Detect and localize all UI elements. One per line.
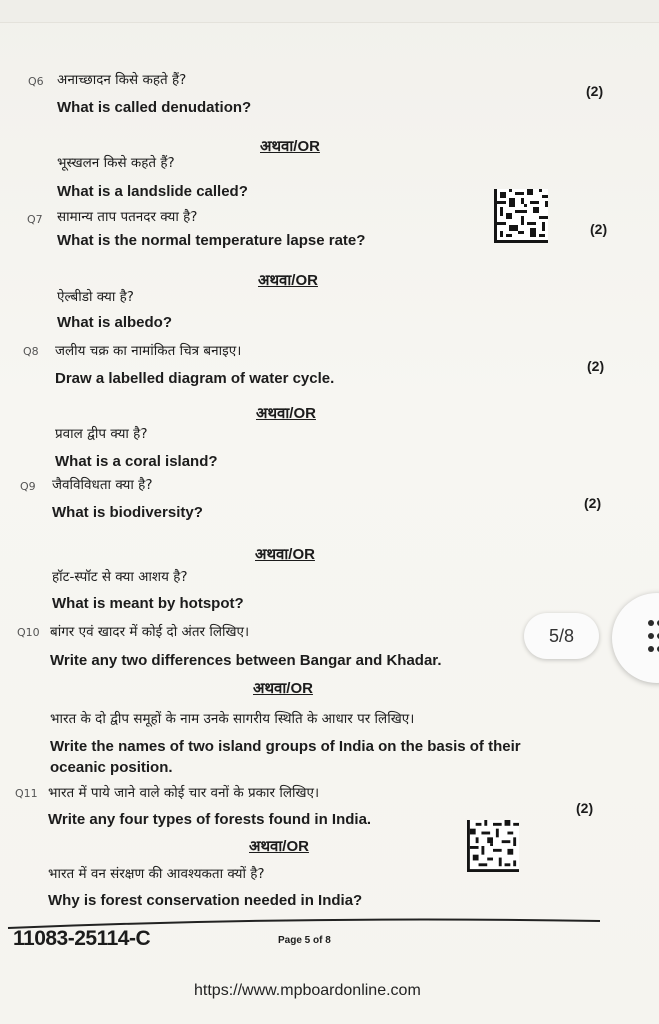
page-label: Page 5 of 8 — [278, 935, 331, 946]
alternative-question-english: Why is forest conservation needed in India? — [48, 892, 363, 909]
question-english: Write any two differences between Bangar and Khadar. — [50, 652, 442, 669]
question-number: Q6 — [28, 75, 44, 88]
question-number: Q11 — [15, 787, 38, 800]
paper-code: 11083-25114-C — [13, 927, 151, 950]
alternative-question-hindi: हॉट-स्पॉट से क्या आशय है? — [52, 569, 188, 585]
question-hindi: बांगर एवं खादर में कोई दो अंतर लिखिए। — [50, 624, 250, 640]
alternative-question-hindi: भूस्खलन किसे कहते हैं? — [57, 155, 175, 171]
page-indicator[interactable] — [524, 613, 599, 659]
question-hindi: सामान्य ताप पतनदर क्या है? — [57, 209, 198, 225]
or-label: अथवा/OR — [260, 138, 320, 155]
question-marks: (2) — [576, 800, 594, 816]
question-number: Q8 — [23, 345, 39, 358]
or-label: अथवा/OR — [258, 272, 318, 289]
question-english: What is the normal temperature lapse rate? — [57, 232, 366, 249]
question-english: Write any four types of forests found in India. — [48, 811, 372, 828]
page-top-edge — [0, 0, 659, 23]
source-url: https://www.mpboardonline.com — [194, 982, 421, 999]
alternative-question-english: What is a landslide called? — [57, 183, 248, 200]
or-label: अथवा/OR — [249, 838, 309, 855]
question-hindi: अनाच्छादन किसे कहते हैं? — [57, 72, 187, 88]
question-english: Draw a labelled diagram of water cycle. — [55, 370, 335, 387]
question-hindi: भारत में पाये जाने वाले कोई चार वनों के प्रकार लिखिए। — [48, 785, 320, 801]
question-marks: (2) — [584, 495, 602, 511]
or-label: अथवा/OR — [253, 680, 313, 697]
question-number: Q7 — [27, 213, 43, 226]
question-marks: (2) — [590, 221, 608, 237]
datamatrix-code — [494, 189, 548, 243]
or-label: अथवा/OR — [255, 546, 315, 563]
question-english: What is called denudation? — [57, 99, 252, 116]
question-number: Q10 — [17, 626, 40, 639]
alternative-question-english: What is a coral island? — [55, 453, 218, 470]
question-hindi: जैवविविधता क्या है? — [52, 477, 153, 493]
question-marks: (2) — [586, 83, 604, 99]
alternative-question-english: Write the names of two island groups of India on the basis of their — [50, 738, 521, 755]
or-label: अथवा/OR — [256, 405, 316, 422]
alternative-question-hindi: प्रवाल द्वीप क्या है? — [55, 426, 148, 442]
question-hindi: जलीय चक्र का नामांकित चित्र बनाइए। — [55, 343, 242, 359]
page-indicator-label: 5/8 — [548, 625, 575, 646]
question-marks: (2) — [587, 358, 605, 374]
alternative-question-english: What is albedo? — [57, 314, 173, 331]
alternative-question-english-continued: oceanic position. — [50, 759, 173, 776]
alternative-question-hindi: भारत के दो द्वीप समूहों के नाम उनके सागरीय स्थिति के आधार पर लिखिए। — [50, 711, 415, 727]
question-number: Q9 — [20, 480, 36, 493]
alternative-question-hindi: ऐल्बीडो क्या है? — [57, 289, 134, 305]
datamatrix-code — [467, 820, 519, 872]
alternative-question-english: What is meant by hotspot? — [52, 595, 244, 612]
grid-dots-icon — [648, 620, 659, 656]
alternative-question-hindi: भारत में वन संरक्षण की आवश्यकता क्यों है? — [48, 866, 265, 882]
question-english: What is biodiversity? — [52, 504, 203, 521]
